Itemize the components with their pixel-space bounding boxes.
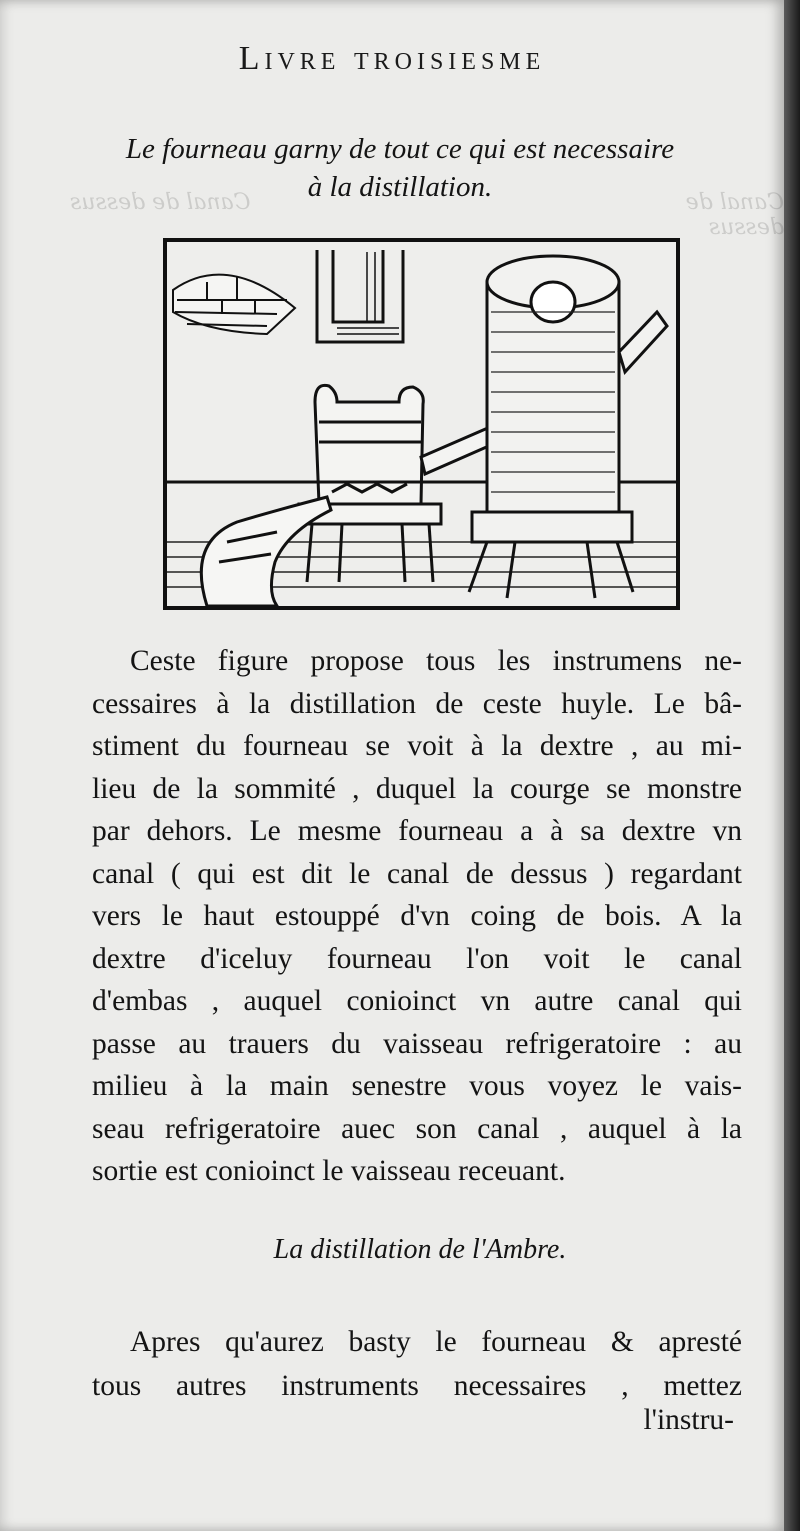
paragraph-1 [92,640,742,1193]
text-line: Ceste figure propose tous les instrumens ne- [130,645,742,677]
text-line: milieu à la main senestre vous voyez le vais- [92,1070,742,1102]
text-line: passe au trauers du vaisseau refrigeratoire : au [92,1027,742,1060]
page-edge-shadow [784,0,800,1531]
text-line: vers le haut estouppé d'vn coing de bois. A la [92,900,742,932]
text-line: par dehors. Le mesme fourneau a à sa dextre vn [92,815,742,847]
figure-caption [120,130,680,206]
text-line: cessaires à la distillation de ceste huyle. Le bâ- [92,687,742,720]
paragraph-2 [92,1320,742,1408]
text-line: dextre d'iceluy fourneau l'on voit le canal [92,942,742,975]
text-line: seau refrigeratoire auec son canal , auquel à la [92,1112,742,1145]
text-line: canal ( qui est dit le canal de dessus ) regardant [92,857,742,890]
text-line: stiment du fourneau se voit à la dextre , au mi- [92,730,742,762]
bleed-through-text: Canal de dessus [685,190,784,240]
text-line: tous autres instruments necessaires , mettez [92,1370,742,1402]
text-line: Apres qu'aurez basty le fourneau & apresté [130,1326,742,1358]
bleed-through-text: Canal de dessus [70,190,251,215]
woodcut-illustration [163,238,680,610]
running-head: Livre troisiesme [238,40,546,77]
catchword: l'instru- [643,1404,734,1436]
section-subheading: La distillation de l'Ambre. [273,1234,567,1265]
woodcut-distillation-furnace-icon [167,242,676,606]
text-line: d'embas , auquel conioinct vn autre canal qui [92,985,742,1017]
text-line: sortie est conioinct le vaisseau receuant. [92,1155,566,1187]
text-line: lieu de la sommité , duquel la courge se monstre [92,772,742,805]
caption-line: Le fourneau garny de tout ce qui est necessaire [125,133,675,165]
caption-line: à la distillation. [307,171,493,203]
